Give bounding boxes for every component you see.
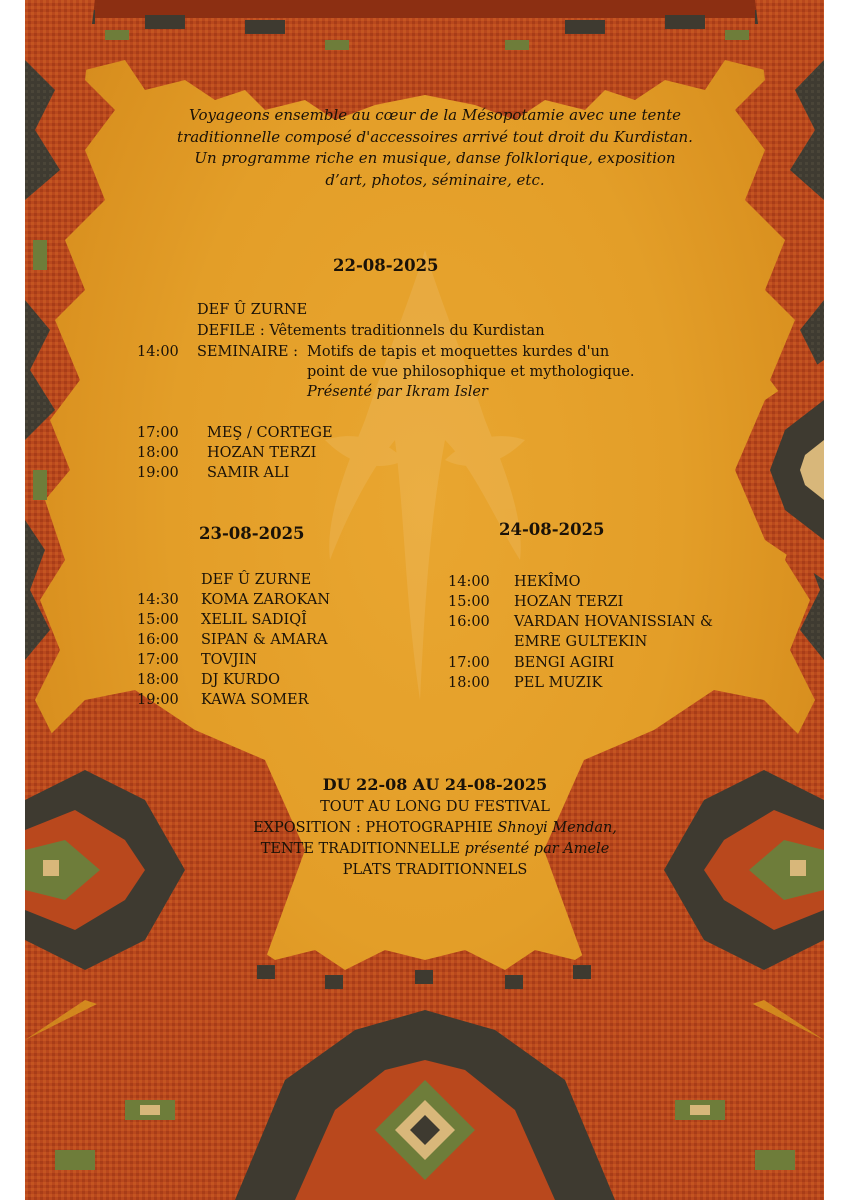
top-carpet-band xyxy=(25,0,824,120)
day3-date: 24-08-2025 xyxy=(499,520,605,539)
day1-seminar-presenter: Présenté par Ikram Isler xyxy=(307,384,488,400)
day3-act-3: VARDAN HOVANISSIAN & xyxy=(514,614,713,630)
intro-paragraph: Voyageons ensemble au cœur de la Mésopotamie avec une tente traditionnelle composé d'accessoires arrivé tout droit du Kurdistan. Un programme riche en musique, danse folklorique, exposition d’art, photos, séminaire, etc. xyxy=(177,106,693,189)
festival-expo-artist: Shnoyi Mendan, xyxy=(497,820,617,836)
day2-time-4: 17:00 xyxy=(137,652,179,668)
day3-time-1: 14:00 xyxy=(448,574,490,590)
day1-act-2: HOZAN TERZI xyxy=(207,445,317,461)
festival-expo-label: EXPOSITION : PHOTOGRAPHIE xyxy=(253,820,493,836)
day1-seminar-time: 14:00 xyxy=(137,344,179,360)
poster xyxy=(25,0,824,1200)
day1-def-zurne: DEF Û ZURNE xyxy=(197,302,308,318)
festival-tent-label: TENTE TRADITIONNELLE xyxy=(260,841,461,857)
emblem-watermark xyxy=(325,250,525,700)
day2-time-1: 14:30 xyxy=(137,592,179,608)
day2-act-4: TOVJIN xyxy=(201,652,258,668)
festival-tent xyxy=(175,839,695,860)
day2-time-2: 15:00 xyxy=(137,612,179,628)
day2-act-1: KOMA ZAROKAN xyxy=(201,592,331,608)
day2-opening: DEF Û ZURNE xyxy=(201,572,312,588)
day3-act-3b: EMRE GULTEKIN xyxy=(514,634,648,650)
festival-range: DU 22-08 AU 24-08-2025 xyxy=(322,775,548,794)
day3-time-3: 16:00 xyxy=(448,614,490,630)
day1-seminar-text-2: point de vue philosophique et mythologique. xyxy=(307,364,635,380)
festival-food: PLATS TRADITIONNELS xyxy=(342,862,528,878)
day2-act-2: XELIL SADIQÎ xyxy=(201,612,307,628)
day1-seminar-text-1: Motifs de tapis et moquettes kurdes d'un xyxy=(307,344,610,360)
day2-date: 23-08-2025 xyxy=(199,524,305,543)
day3-act-2: HOZAN TERZI xyxy=(514,594,624,610)
day1-defile: DEFILE : Vêtements traditionnels du Kurdistan xyxy=(197,323,545,339)
festival-tent-by: présenté par Amele xyxy=(464,841,610,857)
day1-date: 22-08-2025 xyxy=(333,256,439,275)
day1-act-3: SAMIR ALI xyxy=(207,465,290,481)
right-carpet-band xyxy=(735,0,824,760)
day2-time-5: 18:00 xyxy=(137,672,179,688)
day2-time-6: 19:00 xyxy=(137,692,179,708)
day3-time-5: 18:00 xyxy=(448,675,490,691)
day1-seminar-label: SEMINAIRE : xyxy=(197,344,298,360)
festival-expo xyxy=(175,818,695,839)
day1-time-1: 17:00 xyxy=(137,425,179,441)
day3-act-5: PEL MUZIK xyxy=(514,675,603,691)
day3-act-4: BENGI AGIRI xyxy=(514,655,615,671)
day3-act-1: HEKÎMO xyxy=(514,574,581,590)
day3-time-4: 17:00 xyxy=(448,655,490,671)
day3-time-2: 15:00 xyxy=(448,594,490,610)
left-carpet-band xyxy=(25,0,115,760)
day1-time-2: 18:00 xyxy=(137,445,179,461)
day2-act-6: KAWA SOMER xyxy=(201,692,309,708)
day1-act-1: MEŞ / CORTEGE xyxy=(207,425,333,441)
day2-act-5: DJ KURDO xyxy=(201,672,281,688)
day2-time-3: 16:00 xyxy=(137,632,179,648)
day2-act-3: SIPAN & AMARA xyxy=(201,632,328,648)
festival-line-1: TOUT AU LONG DU FESTIVAL xyxy=(320,799,550,815)
day1-time-3: 19:00 xyxy=(137,465,179,481)
